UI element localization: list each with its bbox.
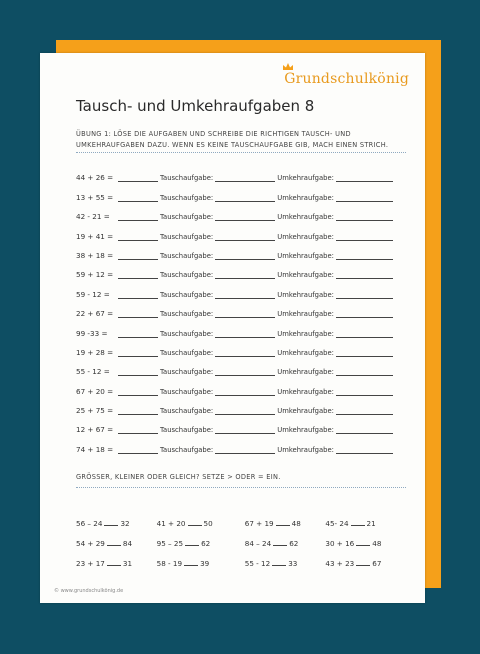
- compare-blank[interactable]: [184, 559, 198, 566]
- compare-blank[interactable]: [273, 539, 287, 546]
- task-row: [76, 221, 406, 240]
- umkehr-blank[interactable]: [336, 426, 393, 434]
- compare-blank[interactable]: [356, 559, 370, 566]
- task-equation: 59 - 12 =: [76, 289, 110, 299]
- tausch-blank[interactable]: [215, 194, 275, 202]
- task-equation: 22 + 67 =: [76, 309, 114, 319]
- crown-icon: [282, 62, 294, 71]
- compare-item: [76, 519, 157, 528]
- compare-instruction: GRÖSSER, KLEINER ODER GLEICH? SETZE > ODER = EIN.: [76, 473, 281, 481]
- tausch-blank[interactable]: [215, 446, 275, 454]
- compare-left: 41 + 20: [156, 519, 186, 528]
- answer-blank[interactable]: [118, 252, 158, 260]
- answer-blank[interactable]: [118, 310, 158, 318]
- tausch-label: Tauschaufgabe:: [160, 426, 214, 435]
- compare-blank[interactable]: [188, 519, 202, 526]
- answer-blank[interactable]: [118, 446, 158, 454]
- answer-blank[interactable]: [118, 368, 158, 376]
- task-list: [76, 163, 406, 454]
- compare-right: 62: [289, 539, 299, 548]
- tausch-label: Tauschaufgabe:: [160, 251, 214, 260]
- tausch-label: Tauschaufgabe:: [160, 445, 214, 454]
- answer-blank[interactable]: [118, 407, 158, 415]
- umkehr-blank[interactable]: [336, 194, 393, 202]
- task-row: [76, 163, 406, 182]
- tausch-label: Tauschaufgabe:: [160, 232, 214, 241]
- umkehr-label: Umkehraufgabe:: [277, 310, 334, 319]
- umkehr-blank[interactable]: [336, 407, 393, 415]
- compare-left: 54 + 29: [76, 539, 105, 548]
- tausch-label: Tauschaufgabe:: [160, 368, 214, 377]
- answer-blank[interactable]: [118, 213, 158, 221]
- umkehr-label: Umkehraufgabe:: [277, 251, 334, 260]
- tausch-label: Tauschaufgabe:: [160, 271, 214, 280]
- umkehr-label: Umkehraufgabe:: [277, 329, 334, 338]
- tausch-blank[interactable]: [215, 174, 275, 182]
- tausch-blank[interactable]: [215, 213, 275, 221]
- compare-item: [157, 559, 245, 568]
- compare-right: 32: [120, 519, 130, 528]
- tausch-label: Tauschaufgabe:: [160, 387, 214, 396]
- answer-blank[interactable]: [118, 291, 158, 299]
- compare-left: 23 + 17: [76, 559, 105, 568]
- umkehr-blank[interactable]: [336, 271, 393, 279]
- compare-right: 50: [203, 519, 213, 528]
- compare-item: [157, 519, 245, 528]
- tausch-label: Tauschaufgabe:: [160, 174, 214, 183]
- task-equation: 38 + 18 =: [76, 250, 114, 260]
- umkehr-blank[interactable]: [336, 174, 393, 182]
- compare-item: [325, 519, 406, 528]
- umkehr-label: Umkehraufgabe:: [277, 368, 334, 377]
- tausch-blank[interactable]: [215, 407, 275, 415]
- compare-left: 56 – 24: [76, 519, 103, 528]
- compare-blank[interactable]: [107, 559, 121, 566]
- compare-item: [325, 559, 406, 568]
- compare-left: 43 + 23: [325, 559, 355, 568]
- compare-row: [76, 508, 406, 528]
- compare-right: 48: [372, 539, 382, 548]
- task-row: [76, 182, 406, 201]
- tausch-label: Tauschaufgabe:: [160, 193, 214, 202]
- tausch-label: Tauschaufgabe:: [160, 213, 214, 222]
- compare-left: 95 – 25: [156, 539, 184, 548]
- compare-blank[interactable]: [104, 519, 118, 526]
- task-row: [76, 357, 406, 376]
- compare-right: 62: [201, 539, 211, 548]
- divider: [76, 487, 406, 488]
- umkehr-label: Umkehraufgabe:: [277, 290, 334, 299]
- compare-grid: [76, 508, 406, 568]
- compare-row: [76, 548, 406, 568]
- task-equation: 55 - 12 =: [76, 367, 110, 377]
- task-equation: 19 + 41 =: [76, 231, 114, 241]
- compare-right: 31: [122, 559, 133, 568]
- brand-logo: [284, 71, 409, 87]
- task-equation: 13 + 55 =: [76, 192, 114, 202]
- task-row: [76, 376, 406, 395]
- worksheet-page: [40, 53, 425, 603]
- exercise-instruction: ÜBUNG 1: LÖSE DIE AUFGABEN UND SCHREIBE DIE RICHTIGEN TAUSCH- UND UMKEHRAUFGABEN DAZU. WENN ES KEINE TAUSCHAUFGABE GIB, MACH EINEN STRICH.: [76, 130, 389, 149]
- task-equation: 67 + 20 =: [76, 386, 114, 396]
- compare-right: 21: [366, 519, 376, 528]
- tausch-blank[interactable]: [215, 349, 275, 357]
- answer-blank[interactable]: [118, 194, 158, 202]
- umkehr-label: Umkehraufgabe:: [277, 232, 334, 241]
- compare-left: 84 – 24: [244, 539, 272, 548]
- compare-left: 58 - 19: [156, 559, 183, 568]
- compare-right: 67: [372, 559, 382, 568]
- task-equation: 25 + 75 =: [76, 406, 114, 416]
- umkehr-label: Umkehraufgabe:: [277, 426, 334, 435]
- tausch-label: Tauschaufgabe:: [160, 329, 214, 338]
- umkehr-label: Umkehraufgabe:: [277, 213, 334, 222]
- tausch-label: Tauschaufgabe:: [160, 348, 214, 357]
- task-row: [76, 202, 406, 221]
- umkehr-blank[interactable]: [336, 330, 393, 338]
- page-title: Tausch- und Umkehraufgaben 8: [76, 97, 315, 115]
- answer-blank[interactable]: [118, 271, 158, 279]
- tausch-blank[interactable]: [215, 271, 275, 279]
- compare-item: [245, 539, 326, 548]
- tausch-blank[interactable]: [215, 291, 275, 299]
- tausch-label: Tauschaufgabe:: [160, 407, 214, 416]
- tausch-label: Tauschaufgabe:: [160, 290, 214, 299]
- compare-blank[interactable]: [356, 539, 370, 546]
- compare-item: [76, 559, 157, 568]
- answer-blank[interactable]: [118, 426, 158, 434]
- task-equation: 19 + 28 =: [76, 347, 114, 357]
- task-row: [76, 279, 406, 298]
- task-row: [76, 396, 406, 415]
- compare-item: [157, 539, 245, 548]
- umkehr-label: Umkehraufgabe:: [277, 445, 334, 454]
- tausch-label: Tauschaufgabe:: [160, 310, 214, 319]
- compare-right: 84: [122, 539, 133, 548]
- task-row: [76, 338, 406, 357]
- divider: [76, 152, 406, 153]
- compare-left: 30 + 16: [325, 539, 355, 548]
- tausch-blank[interactable]: [215, 368, 275, 376]
- answer-blank[interactable]: [118, 233, 158, 241]
- umkehr-label: Umkehraufgabe:: [277, 193, 334, 202]
- task-row: [76, 415, 406, 434]
- umkehr-blank[interactable]: [336, 233, 393, 241]
- task-row: [76, 299, 406, 318]
- umkehr-blank[interactable]: [336, 252, 393, 260]
- answer-blank[interactable]: [118, 330, 158, 338]
- compare-left: 45- 24: [325, 519, 349, 528]
- compare-right: 39: [200, 559, 210, 568]
- umkehr-blank[interactable]: [336, 388, 393, 396]
- umkehr-blank[interactable]: [336, 291, 393, 299]
- task-row: [76, 318, 406, 337]
- compare-item: [325, 539, 406, 548]
- umkehr-blank[interactable]: [336, 213, 393, 221]
- footer-copyright: © www.grundschulkönig.de: [54, 588, 124, 594]
- tausch-blank[interactable]: [215, 388, 275, 396]
- compare-item: [245, 519, 326, 528]
- compare-item: [76, 539, 157, 548]
- umkehr-blank[interactable]: [336, 446, 393, 454]
- compare-left: 55 - 12: [244, 559, 271, 568]
- answer-blank[interactable]: [118, 174, 158, 182]
- umkehr-label: Umkehraufgabe:: [277, 348, 334, 357]
- task-equation: 99 -33 =: [76, 328, 108, 338]
- brand-name: Grundschulkönig: [284, 71, 409, 87]
- umkehr-label: Umkehraufgabe:: [277, 174, 334, 183]
- tausch-blank[interactable]: [215, 310, 275, 318]
- compare-right: 48: [291, 519, 301, 528]
- task-row: [76, 241, 406, 260]
- umkehr-label: Umkehraufgabe:: [277, 271, 334, 280]
- compare-item: [245, 559, 326, 568]
- umkehr-blank[interactable]: [336, 368, 393, 376]
- task-equation: 12 + 67 =: [76, 425, 114, 435]
- task-row: [76, 434, 406, 453]
- answer-blank[interactable]: [118, 349, 158, 357]
- task-equation: 42 - 21 =: [76, 212, 110, 222]
- compare-row: [76, 528, 406, 548]
- umkehr-label: Umkehraufgabe:: [277, 387, 334, 396]
- compare-blank[interactable]: [272, 559, 286, 566]
- task-equation: 59 + 12 =: [76, 270, 114, 280]
- task-equation: 74 + 18 =: [76, 444, 114, 454]
- umkehr-label: Umkehraufgabe:: [277, 407, 334, 416]
- umkehr-blank[interactable]: [336, 349, 393, 357]
- umkehr-blank[interactable]: [336, 310, 393, 318]
- task-equation: 44 + 26 =: [76, 173, 114, 183]
- compare-left: 67 + 19: [244, 519, 274, 528]
- task-row: [76, 260, 406, 279]
- compare-blank[interactable]: [185, 539, 199, 546]
- compare-blank[interactable]: [276, 519, 290, 526]
- compare-blank[interactable]: [107, 539, 121, 546]
- compare-right: 33: [288, 559, 298, 568]
- tausch-blank[interactable]: [215, 330, 275, 338]
- tausch-blank[interactable]: [215, 426, 275, 434]
- tausch-blank[interactable]: [215, 252, 275, 260]
- compare-blank[interactable]: [351, 519, 365, 526]
- answer-blank[interactable]: [118, 388, 158, 396]
- tausch-blank[interactable]: [215, 233, 275, 241]
